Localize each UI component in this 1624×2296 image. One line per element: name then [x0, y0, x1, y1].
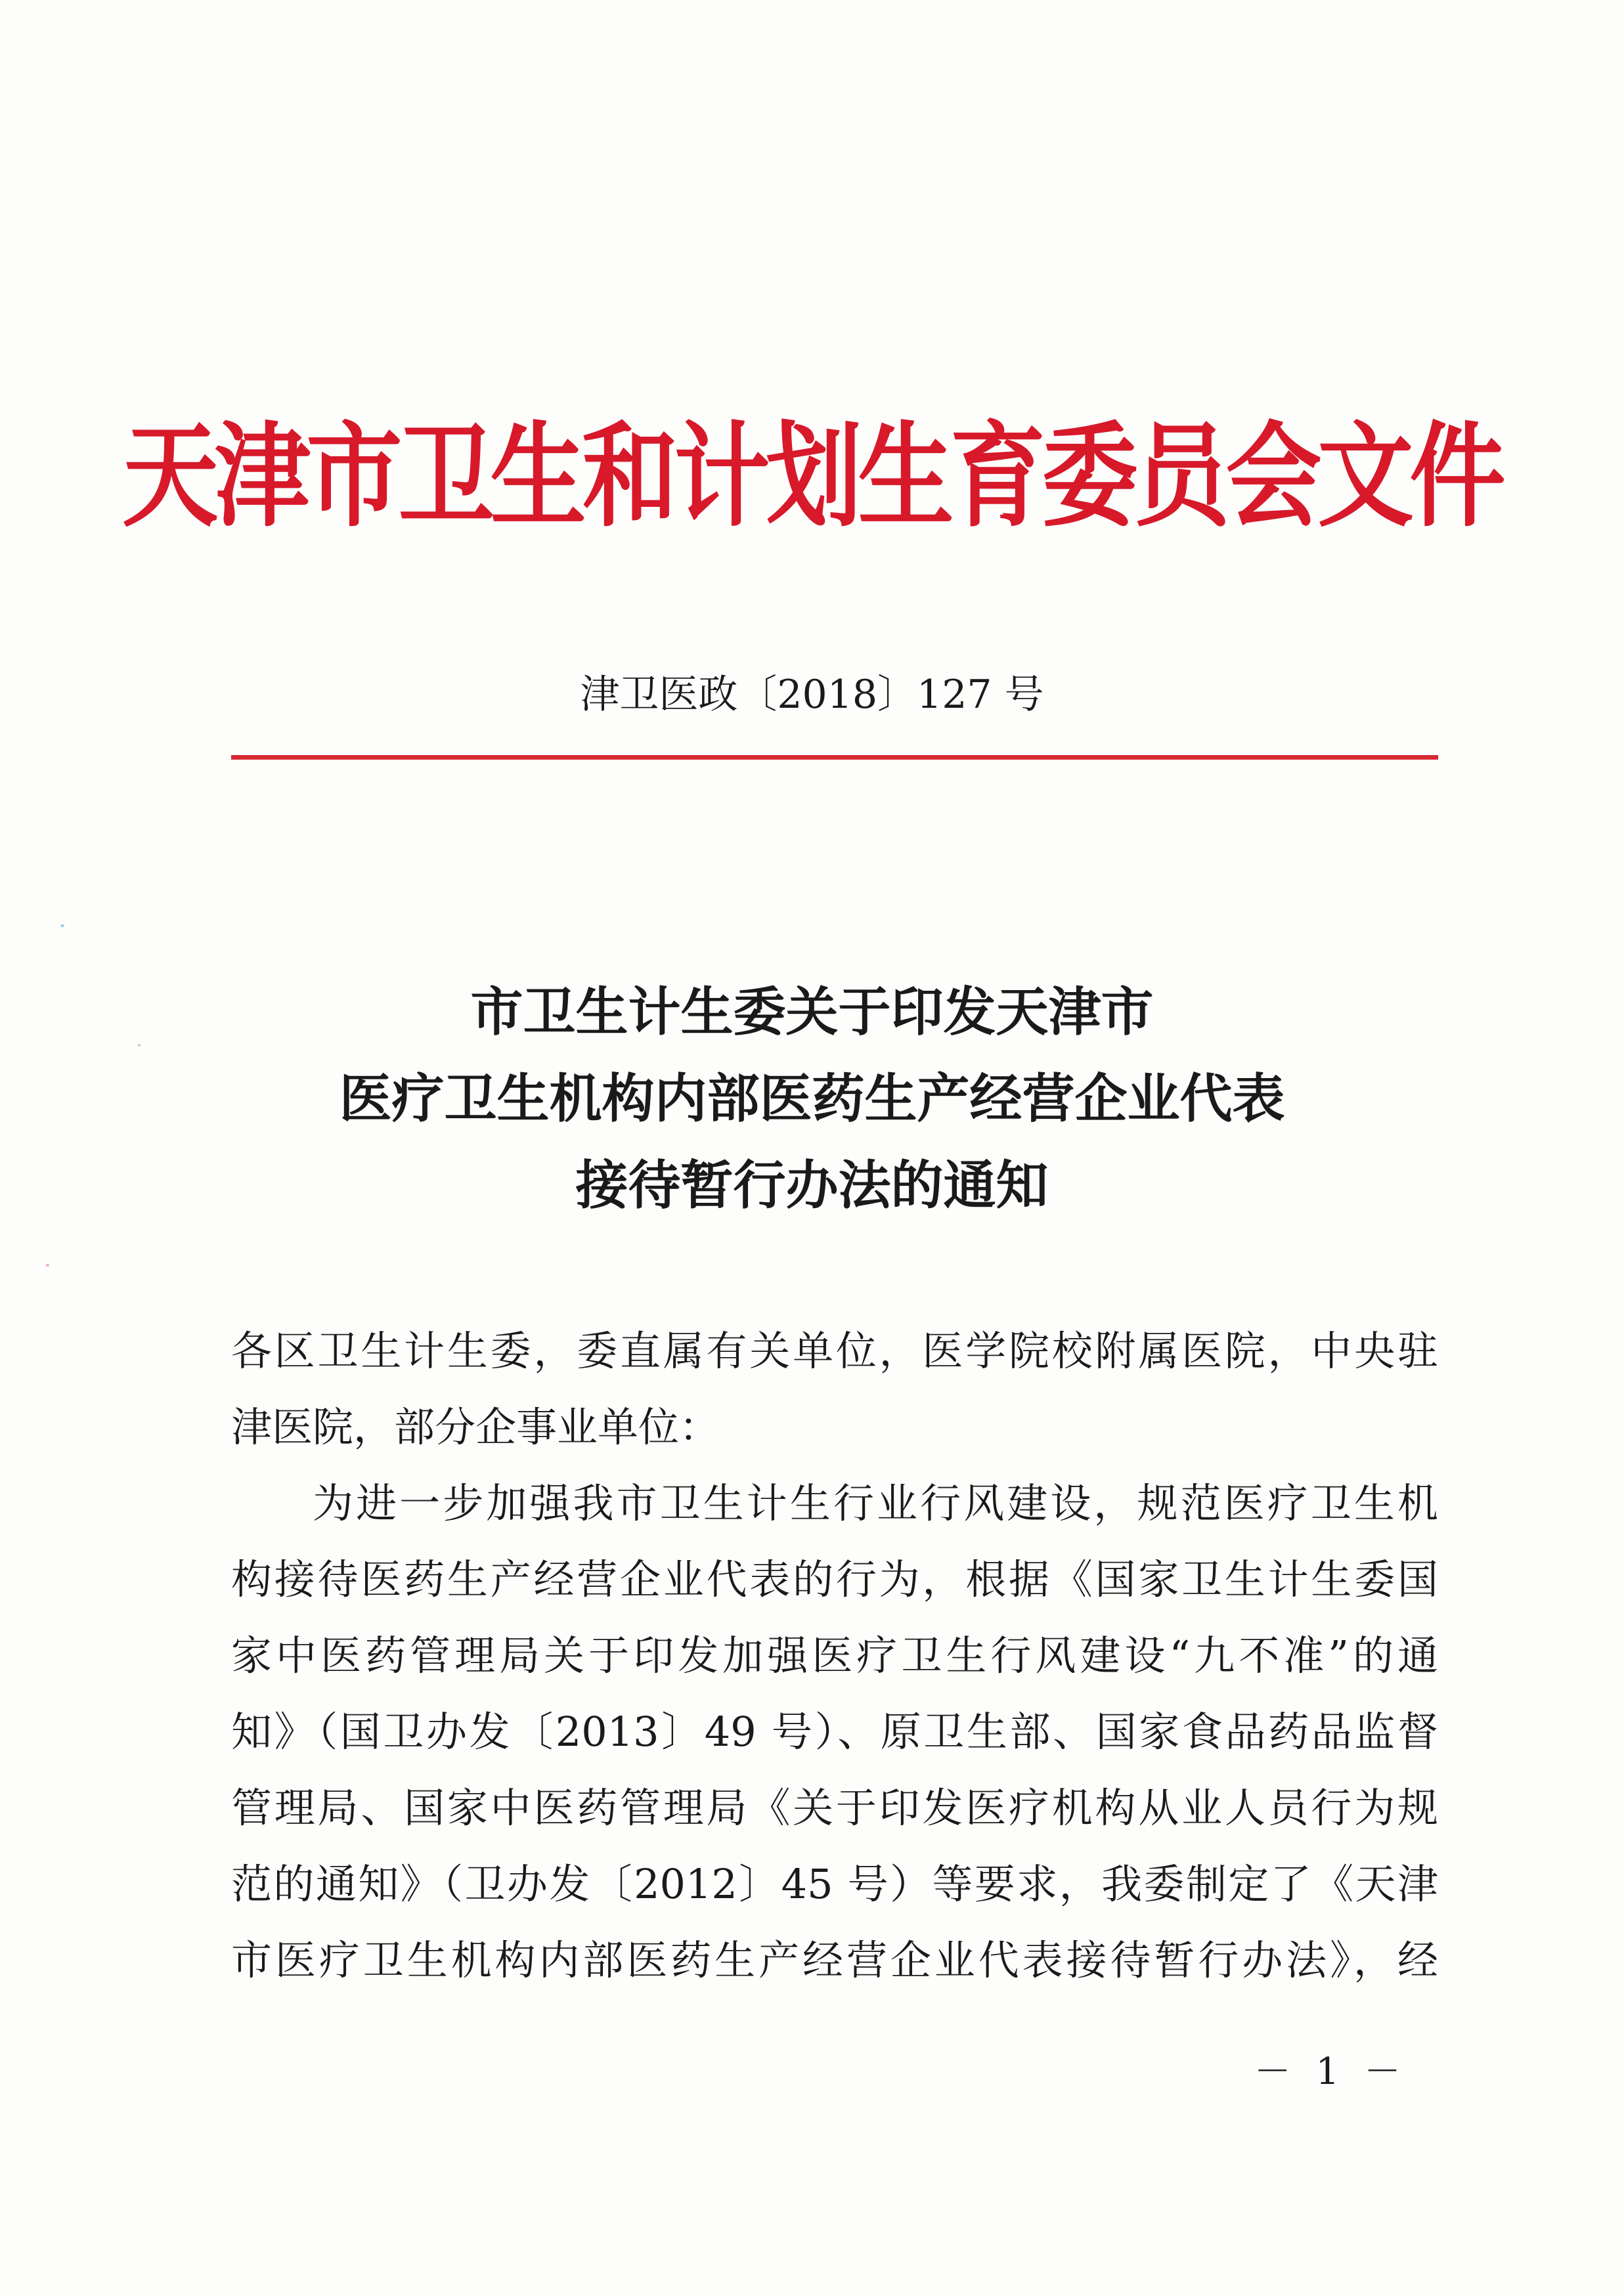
body-text — [231, 1313, 1438, 1999]
paragraph-line: 家中医药管理局关于印发加强医疗卫生行风建设“九不准”的通 — [231, 1632, 1438, 1679]
paragraph-line: 为进一步加强我市卫生计生行业行风建设，规范医疗卫生机 — [313, 1479, 1438, 1527]
paragraph-line: 市医疗卫生机构内部医药生产经营企业代表接待暂行办法》，经 — [231, 1936, 1438, 1984]
paragraph-line: 管理局、国家中医药管理局《关于印发医疗机构从业人员行为规 — [231, 1784, 1438, 1832]
paragraph-line: 知》（国卫办发〔2013〕49 号）、原卫生部、国家食品药品监督 — [231, 1708, 1438, 1756]
addressee-line: 各区卫生计生委，委直属有关单位，医学院校附属医院，中央驻 — [231, 1327, 1438, 1375]
scan-speck — [60, 924, 64, 927]
notice-title — [0, 968, 1624, 1228]
title-line: 市卫生计生委关于印发天津市 — [470, 981, 1154, 1043]
scan-speck — [46, 1264, 49, 1267]
document-number: 津卫医政〔2018〕127 号 — [580, 672, 1044, 718]
paragraph-line: 构接待医药生产经营企业代表的行为，根据《国家卫生计生委国 — [231, 1555, 1438, 1603]
title-line: 医疗卫生机构内部医药生产经营企业代表 — [339, 1068, 1285, 1129]
title-line: 接待暂行办法的通知 — [575, 1154, 1049, 1216]
masthead-title: 天津市卫生和计划生育委员会文件 — [122, 410, 1502, 543]
red-separator-rule — [231, 755, 1438, 760]
page-number: － 1 － — [1254, 2050, 1407, 2093]
paragraph-line: 范的通知》（卫办发〔2012〕45 号）等要求，我委制定了《天津 — [231, 1860, 1438, 1908]
addressee-line: 津医院，部分企事业单位： — [231, 1403, 720, 1451]
